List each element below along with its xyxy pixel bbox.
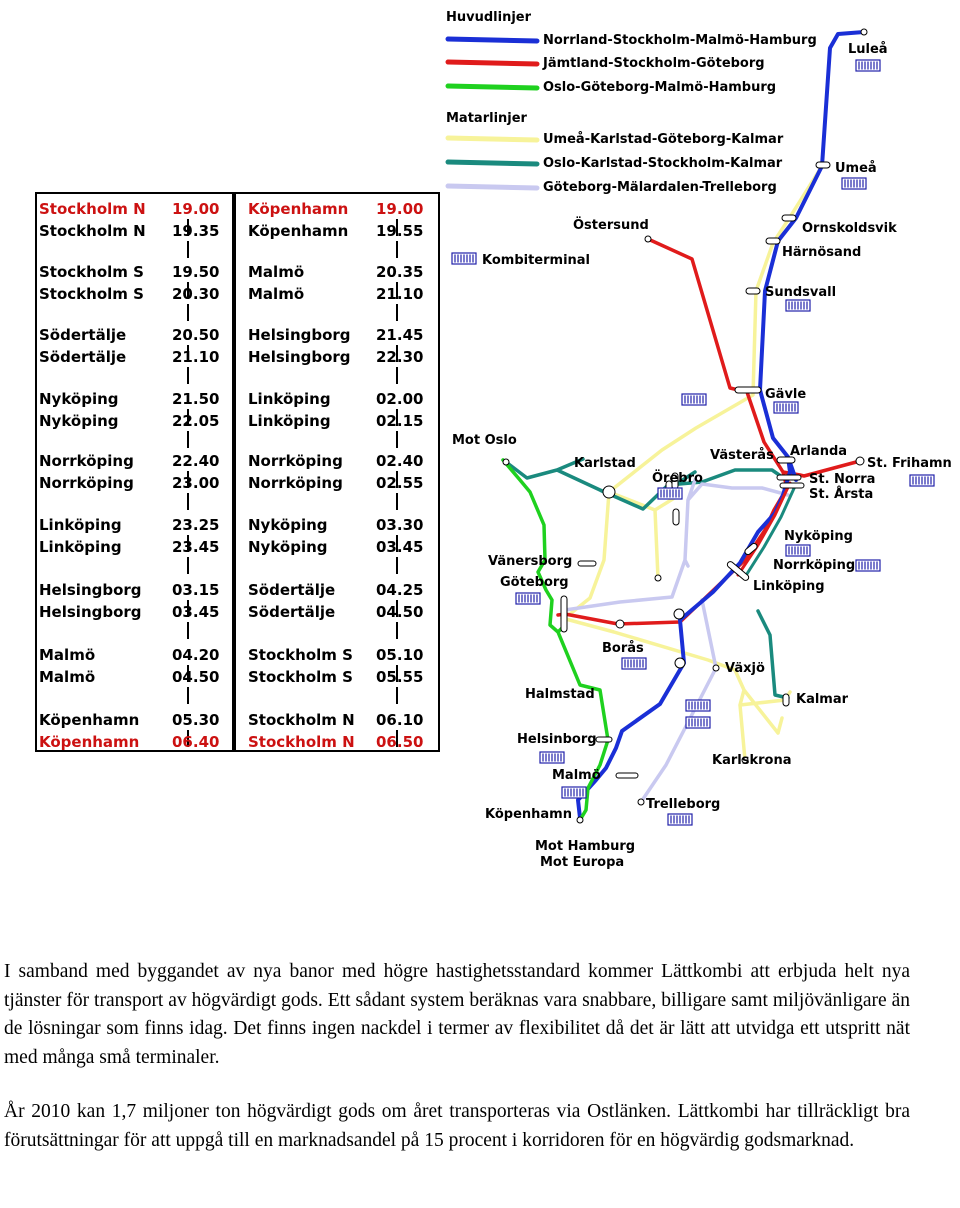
timetable-right-time: 04.50 bbox=[376, 603, 424, 621]
timetable-left-time: 22.40 bbox=[172, 452, 220, 470]
city-mot-europa: Mot Europa bbox=[540, 855, 625, 870]
legend-line-green bbox=[448, 86, 537, 88]
timetable-right-station: Stockholm N bbox=[248, 711, 355, 729]
timetable-connector bbox=[187, 431, 189, 448]
timetable-right-station: Stockholm N bbox=[248, 733, 355, 751]
legend-label-kombiterminal: Kombiterminal bbox=[482, 253, 591, 268]
timetable-left-time: 04.50 bbox=[172, 668, 220, 686]
timetable-left-time: 23.25 bbox=[172, 516, 220, 534]
timetable-right-station: Stockholm S bbox=[248, 646, 353, 664]
city-ornskoldsvik: Ornskoldsvik bbox=[802, 221, 897, 236]
city-malmo: Malmö bbox=[552, 768, 601, 783]
city-gavle: Gävle bbox=[765, 387, 807, 402]
city-norrkoping: Norrköping bbox=[773, 558, 856, 573]
timetable-left-station: Köpenhamn bbox=[39, 733, 140, 751]
city-karlskrona: Karlskrona bbox=[712, 753, 792, 768]
timetable-right-station: Malmö bbox=[248, 263, 305, 281]
city-karlstad: Karlstad bbox=[574, 456, 636, 471]
timetable-right-time: 06.10 bbox=[376, 711, 424, 729]
timetable-right-time: 20.35 bbox=[376, 263, 424, 281]
timetable-left-time: 03.45 bbox=[172, 603, 220, 621]
timetable-connector bbox=[396, 367, 398, 384]
city-arlanda: Arlanda bbox=[790, 444, 848, 459]
legend-line-yellow bbox=[448, 138, 537, 140]
city-orebro: Örebro bbox=[652, 471, 703, 486]
timetable-left-time: 21.10 bbox=[172, 348, 220, 366]
city-goteborg: Göteborg bbox=[500, 575, 569, 590]
rail-map bbox=[440, 0, 960, 880]
timetable-connector bbox=[187, 622, 189, 639]
timetable-left-time: 22.05 bbox=[172, 412, 220, 430]
timetable-left-time: 03.15 bbox=[172, 581, 220, 599]
city-kalmar: Kalmar bbox=[796, 692, 849, 707]
city-harnosand: Härnösand bbox=[782, 245, 862, 260]
line-green bbox=[503, 460, 608, 820]
timetable-connector bbox=[187, 687, 189, 704]
legend-label-teal: Oslo-Karlstad-Stockholm-Kalmar bbox=[543, 156, 783, 171]
timetable-left-time: 23.00 bbox=[172, 474, 220, 492]
timetable-left-station: Stockholm S bbox=[39, 263, 144, 281]
paragraph-1: I samband med byggandet av nya banor med högre hastighetsstandard kommer Lättkombi att erbjuda helt nya tjänster för transport av högvärdigt gods. Ett sådant system beräknas vara snabbare, billigare samt miljövänligare än de lösningar som finns idag. Det finns ingen nackdel i termer av flexibilitet då det är lätt att utvidga ett utspritt nät med många små terminaler. bbox=[4, 961, 910, 1068]
timetable-left-station: Helsingborg bbox=[39, 581, 142, 599]
timetable-right-time: 19.00 bbox=[376, 200, 424, 218]
legend-title-matarlinjer: Matarlinjer bbox=[446, 111, 527, 126]
legend-label-green: Oslo-Göteborg-Malmö-Hamburg bbox=[543, 80, 777, 95]
timetable-right-station: Köpenhamn bbox=[248, 200, 349, 218]
timetable-left-station: Nyköping bbox=[39, 390, 119, 408]
timetable-right-station: Norrköping bbox=[248, 452, 343, 470]
timetable-right-time: 02.15 bbox=[376, 412, 424, 430]
legend-line-teal bbox=[448, 162, 537, 164]
city-st-norra: St. Norra bbox=[809, 472, 876, 487]
legend-label-red: Jämtland-Stockholm-Göteborg bbox=[543, 56, 765, 71]
legend-label-lavender: Göteborg-Mälardalen-Trelleborg bbox=[543, 180, 777, 195]
city-trelleborg: Trelleborg bbox=[646, 797, 721, 812]
timetable-right-station: Stockholm S bbox=[248, 668, 353, 686]
timetable-left-station: Köpenhamn bbox=[39, 711, 140, 729]
timetable-left-time: 05.30 bbox=[172, 711, 220, 729]
city-st-frihamn: St. Frihamn bbox=[867, 456, 952, 471]
timetable-right-time: 02.40 bbox=[376, 452, 424, 470]
legend-line-lavender bbox=[448, 186, 537, 188]
timetable-left-station: Norrköping bbox=[39, 474, 134, 492]
legend-title-huvudlinjer: Huvudlinjer bbox=[446, 10, 532, 25]
timetable-left-station: Linköping bbox=[39, 516, 122, 534]
timetable-connector bbox=[396, 241, 398, 258]
legend-label-blue: Norrland-Stockholm-Malmö-Hamburg bbox=[543, 33, 817, 48]
city-vanersborg: Vänersborg bbox=[488, 554, 573, 569]
timetable-left-time: 20.50 bbox=[172, 326, 220, 344]
timetable-left-station: Norrköping bbox=[39, 452, 134, 470]
city-kopenhamn: Köpenhamn bbox=[485, 807, 572, 822]
paragraph-2: År 2010 kan 1,7 miljoner ton högvärdigt gods om året transporteras via Ostlänken. Lättkombi har tillräckligt bra förutsättningar för att uppgå till en marknadsandel på 15 procent i korridoren för en högvärdig godsmarknad. bbox=[4, 1101, 910, 1151]
timetable-connector bbox=[187, 241, 189, 258]
timetable-connector bbox=[396, 622, 398, 639]
city-lulea: Luleå bbox=[848, 42, 888, 57]
legend-line-red bbox=[448, 62, 537, 64]
timetable-right-time: 03.45 bbox=[376, 538, 424, 556]
timetable-right-station: Linköping bbox=[248, 412, 331, 430]
timetable-connector bbox=[187, 304, 189, 321]
city-boras: Borås bbox=[602, 641, 644, 656]
city-linkoping: Linköping bbox=[753, 579, 825, 594]
timetable-left-time: 20.30 bbox=[172, 285, 220, 303]
timetable-connector bbox=[187, 557, 189, 574]
timetable-right-time: 02.55 bbox=[376, 474, 424, 492]
timetable-connector bbox=[396, 431, 398, 448]
timetable-connector bbox=[396, 687, 398, 704]
timetable-right-station: Södertälje bbox=[248, 581, 336, 599]
legend-line-blue bbox=[448, 39, 537, 41]
timetable-left-time: 04.20 bbox=[172, 646, 220, 664]
timetable-right-station: Malmö bbox=[248, 285, 305, 303]
timetable-connector bbox=[396, 557, 398, 574]
timetable-left-station: Södertälje bbox=[39, 348, 127, 366]
timetable-left-station: Nyköping bbox=[39, 412, 119, 430]
city-helsinborg: Helsinborg bbox=[517, 732, 597, 747]
timetable-right-time: 05.10 bbox=[376, 646, 424, 664]
timetable-right-station: Linköping bbox=[248, 390, 331, 408]
timetable-left-station: Södertälje bbox=[39, 326, 127, 344]
timetable-left-time: 21.50 bbox=[172, 390, 220, 408]
city-vaxjo: Växjö bbox=[725, 661, 765, 676]
city-vasteras: Västerås bbox=[710, 448, 774, 463]
timetable-left-station: Linköping bbox=[39, 538, 122, 556]
city-sundsvall: Sundsvall bbox=[765, 285, 837, 300]
timetable-right-time: 19.55 bbox=[376, 222, 424, 240]
timetable-left-station: Malmö bbox=[39, 668, 96, 686]
timetable-left-time: 19.00 bbox=[172, 200, 220, 218]
timetable-right-time: 21.10 bbox=[376, 285, 424, 303]
timetable-right-station: Norrköping bbox=[248, 474, 343, 492]
timetable bbox=[35, 192, 440, 752]
city-ostersund: Östersund bbox=[573, 218, 649, 233]
timetable-left-time: 19.35 bbox=[172, 222, 220, 240]
timetable-right-station: Helsingborg bbox=[248, 326, 351, 344]
timetable-right-station: Köpenhamn bbox=[248, 222, 349, 240]
timetable-right-time: 06.50 bbox=[376, 733, 424, 751]
timetable-left-station: Helsingborg bbox=[39, 603, 142, 621]
timetable-left-station: Stockholm N bbox=[39, 200, 146, 218]
timetable-left-station: Malmö bbox=[39, 646, 96, 664]
legend-label-yellow: Umeå-Karlstad-Göteborg-Kalmar bbox=[543, 132, 784, 147]
timetable-connector bbox=[187, 493, 189, 510]
city-st-arsta: St. Årsta bbox=[809, 487, 874, 502]
city-umea: Umeå bbox=[835, 161, 877, 176]
timetable-right-station: Nyköping bbox=[248, 538, 328, 556]
timetable-left-time: 23.45 bbox=[172, 538, 220, 556]
city-halmstad: Halmstad bbox=[525, 687, 595, 702]
body-text bbox=[4, 958, 910, 1181]
timetable-left-time: 06.40 bbox=[172, 733, 220, 751]
timetable-right-station: Nyköping bbox=[248, 516, 328, 534]
timetable-right-time: 02.00 bbox=[376, 390, 424, 408]
timetable-left-station: Stockholm S bbox=[39, 285, 144, 303]
timetable-right-time: 22.30 bbox=[376, 348, 424, 366]
timetable-connector bbox=[396, 493, 398, 510]
city-mot-oslo: Mot Oslo bbox=[452, 433, 517, 448]
timetable-right-time: 21.45 bbox=[376, 326, 424, 344]
timetable-left-station: Stockholm N bbox=[39, 222, 146, 240]
timetable-connector bbox=[396, 304, 398, 321]
timetable-left-time: 19.50 bbox=[172, 263, 220, 281]
timetable-right-time: 05.55 bbox=[376, 668, 424, 686]
timetable-right-station: Södertälje bbox=[248, 603, 336, 621]
kombiterminal-icon bbox=[452, 253, 476, 264]
timetable-right-station: Helsingborg bbox=[248, 348, 351, 366]
city-mot-hamburg: Mot Hamburg bbox=[535, 839, 636, 854]
city-nykoping: Nyköping bbox=[784, 529, 853, 544]
timetable-connector bbox=[187, 367, 189, 384]
timetable-right-time: 04.25 bbox=[376, 581, 424, 599]
timetable-right-time: 03.30 bbox=[376, 516, 424, 534]
